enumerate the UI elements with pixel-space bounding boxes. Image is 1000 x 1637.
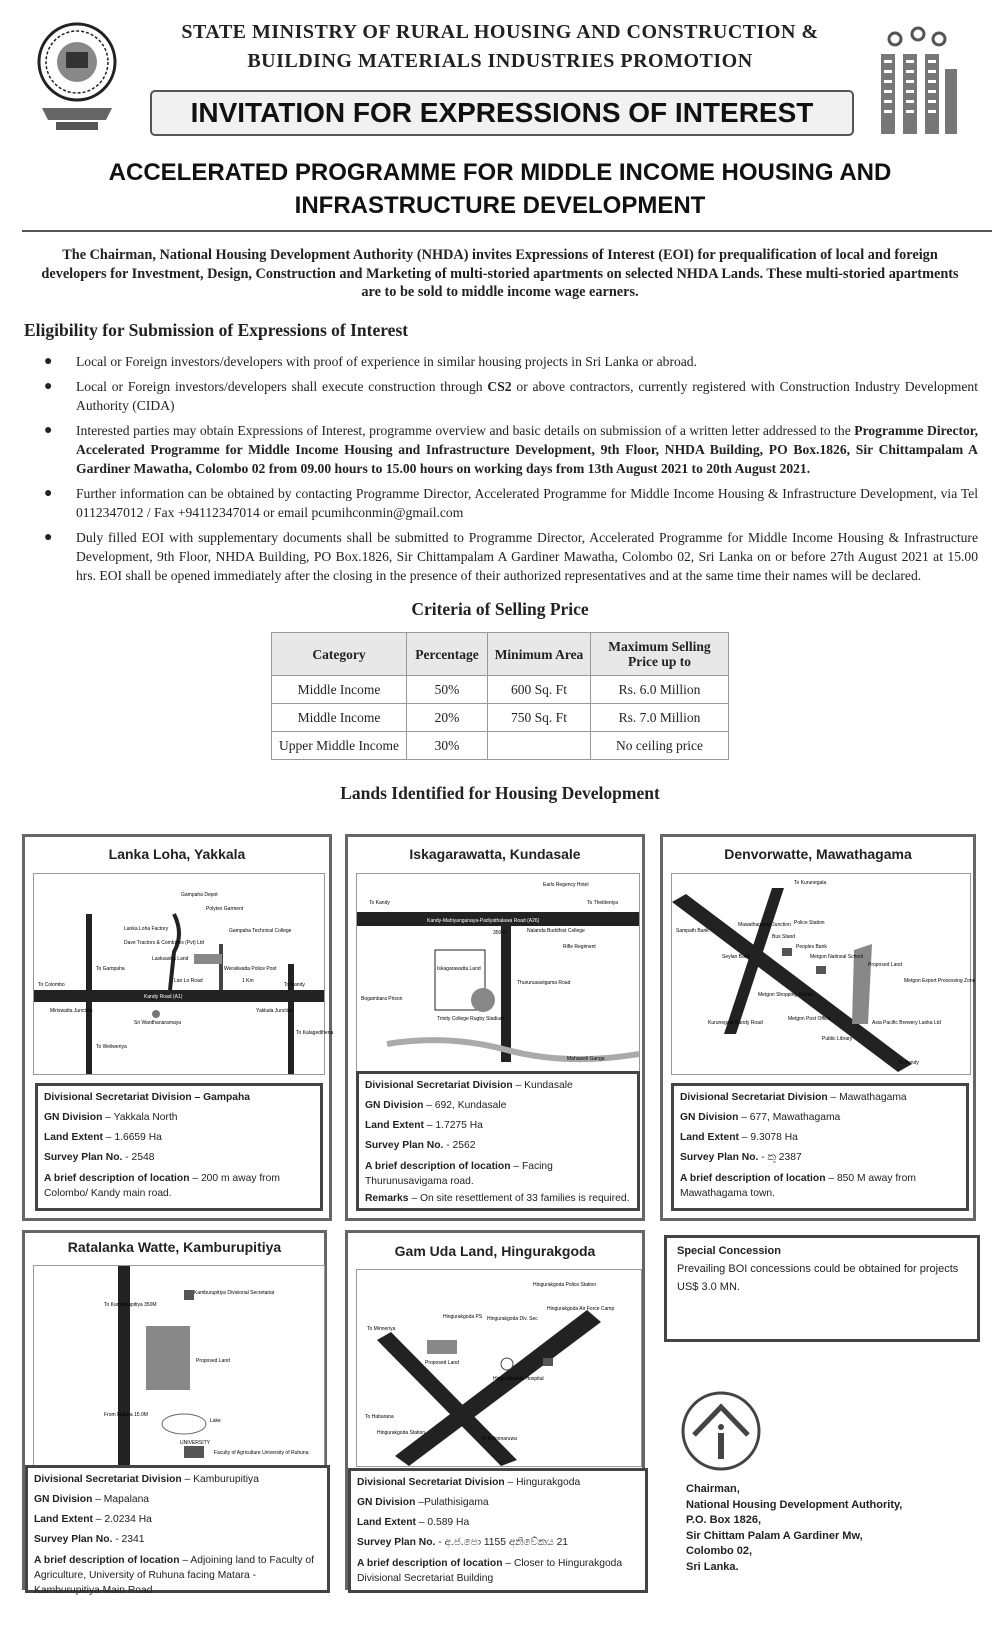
map-label: To Kalagedihena <box>296 1030 334 1036</box>
info-line <box>680 1148 960 1168</box>
map-label: To Habarana <box>365 1414 394 1420</box>
info-line <box>357 1513 639 1533</box>
bullet-text: Local or Foreign investors/developers shall execute construction through <box>76 379 488 394</box>
map-label: From Matara 15.0M <box>104 1412 148 1418</box>
map-label: To Kandy <box>369 900 390 906</box>
map-label: Thurunusavigama Road <box>517 980 571 986</box>
map-label: Peoples Bank <box>796 944 827 950</box>
ministry-logo <box>873 24 963 139</box>
table-cell: 600 Sq. Ft <box>488 676 591 704</box>
info-value: – Closer to Hingurakgoda Divisional Secretariat Building <box>357 1558 623 1584</box>
info-line <box>44 1148 314 1168</box>
map-label: Metgon Export Processing Zone <box>904 978 976 984</box>
info-line <box>44 1168 314 1201</box>
info-label: Remarks <box>365 1193 409 1204</box>
info-line <box>357 1553 639 1586</box>
bullet-icon: ● <box>44 379 53 394</box>
info-line <box>680 1088 960 1108</box>
table-row <box>272 676 729 704</box>
info-label: A brief description of location <box>680 1173 826 1184</box>
info-label: A brief description of location <box>365 1161 511 1172</box>
info-line <box>680 1128 960 1148</box>
map-label: Trinity College Rugby Stadium <box>437 1016 505 1022</box>
info-value: – Mawathagama <box>827 1092 907 1103</box>
map-label: To Kurunegala <box>794 880 827 886</box>
info-value: – Adjoining land to Faculty of Agriculture, University of Ruhuna facing Matara - Kamburupitiya Main Road. <box>34 1555 315 1596</box>
ministry-line-1: STATE MINISTRY OF RURAL HOUSING AND CONSTRUCTION & <box>181 21 819 43</box>
map-label: Mahaweli Ganga <box>567 1056 605 1062</box>
criteria-heading: Criteria of Selling Price <box>411 599 589 619</box>
map-label: To Kandy <box>284 982 305 988</box>
info-value: – 2.0234 Ha <box>92 1514 152 1525</box>
map-label: Hingurakgoda Station <box>377 1430 426 1436</box>
map-label: Weraliwatta Police Post <box>224 966 277 972</box>
location-map <box>671 873 976 1075</box>
map-label: Faculty of Agriculture University of Ruhuna <box>214 1450 309 1456</box>
map-label: To Polonnaruwa <box>481 1436 517 1442</box>
info-label: A brief description of location <box>44 1173 190 1184</box>
table-cell: 50% <box>407 676 488 704</box>
info-line <box>357 1473 639 1493</box>
map-label: Hingurakgoda Air Force Camp <box>547 1306 615 1312</box>
map-label: 1 Km <box>242 978 254 984</box>
info-line <box>357 1493 639 1513</box>
info-label: Divisional Secretariat Division <box>365 1080 513 1091</box>
map-label: Bus Stand <box>772 934 796 940</box>
map-label: Public Library <box>822 1036 853 1042</box>
info-value: – 692, Kundasale <box>423 1100 507 1111</box>
list-item <box>40 377 978 415</box>
table-cell <box>488 732 591 760</box>
address-line: Sir Chittam Palam A Gardiner Mw, <box>686 1529 863 1542</box>
location-map <box>356 1269 642 1467</box>
list-item <box>40 528 978 585</box>
info-label: Land Extent <box>365 1120 424 1131</box>
map-label: Miriswatta Junction <box>50 1008 93 1014</box>
ministry-line-2: BUILDING MATERIALS INDUSTRIES PROMOTION <box>247 50 753 72</box>
bullet-text: Interested parties may obtain Expressions of Interest, programme overview and basic details on submission of a written letter addressed to the <box>76 423 855 438</box>
address-line: Sri Lanka. <box>686 1560 739 1573</box>
info-label: Divisional Secretariat Division <box>680 1092 828 1103</box>
column-header: Maximum Selling Price up to <box>591 633 729 676</box>
land-panel-denvorwatte <box>660 834 976 1221</box>
column-header: Percentage <box>407 633 488 676</box>
land-panel-gam-uda <box>345 1230 645 1590</box>
bullet-bold: CS2 <box>487 379 512 394</box>
info-line <box>365 1189 631 1209</box>
info-line <box>365 1076 631 1096</box>
land-title: Gam Uda Land, Hingurakgoda <box>394 1243 596 1259</box>
info-label: Land Extent <box>34 1514 93 1525</box>
info-line <box>34 1510 321 1530</box>
invitation-banner: INVITATION FOR EXPRESSIONS OF INTEREST <box>150 90 854 136</box>
bullet-icon: ● <box>44 423 53 438</box>
info-label: Survey Plan No. <box>44 1152 123 1163</box>
land-info-box <box>25 1465 330 1596</box>
land-info-box <box>356 1071 640 1211</box>
programme-title <box>40 156 960 222</box>
info-value: – Yakkala North <box>102 1112 178 1123</box>
info-line <box>357 1533 639 1553</box>
column-header: Category <box>272 633 407 676</box>
map-label: Lake <box>210 1418 221 1424</box>
info-value: – 677, Mawathagama <box>738 1112 841 1123</box>
location-map <box>356 873 640 1075</box>
contact-address <box>686 1482 956 1575</box>
bullet-text: Local or Foreign investors/developers with proof of experience in similar housing projects in Sri Lanka or abroad. <box>76 354 697 369</box>
location-map <box>33 873 334 1075</box>
map-label: Asia Pacific Brewery Lanka Ltd <box>872 1020 941 1026</box>
info-value: – Mapalana <box>92 1494 150 1505</box>
lands-heading: Lands Identified for Housing Development <box>340 783 660 803</box>
table-cell: Middle Income <box>272 676 407 704</box>
table-cell: 750 Sq. Ft <box>488 704 591 732</box>
map-label: Proposed Land <box>196 1358 230 1364</box>
map-label: To Colombo <box>38 982 65 988</box>
map-label: Police Station <box>794 920 825 926</box>
map-label: Metgon Shopping Center <box>758 992 814 998</box>
concession-text: Prevailing BOI concessions could be obtained for projects US$ 3.0 MN. <box>677 1263 959 1293</box>
info-line <box>34 1550 321 1598</box>
info-value: – 1.7275 Ha <box>423 1120 483 1131</box>
info-value: - 2548 <box>122 1152 155 1163</box>
map-label: Sri Wardhanaramaya <box>134 1020 182 1026</box>
programme-line-1: ACCELERATED PROGRAMME FOR MIDDLE INCOME HOUSING AND <box>108 159 892 186</box>
land-info-box <box>35 1083 323 1211</box>
info-label: GN Division <box>680 1112 739 1123</box>
info-value: – Hingurakgoda <box>504 1477 581 1488</box>
bullet-icon: ● <box>44 530 53 545</box>
table-cell: Upper Middle Income <box>272 732 407 760</box>
special-concession-box <box>664 1235 980 1342</box>
bullet-icon: ● <box>44 486 53 501</box>
address-line: P.O. Box 1826, <box>686 1514 762 1526</box>
map-label: Gampaha Technical College <box>229 928 292 934</box>
info-value: - අ.ජ.පො 1155 අනිවේකය 21 <box>435 1537 569 1548</box>
info-line <box>34 1530 321 1550</box>
info-value: – 1.6659 Ha <box>102 1132 162 1143</box>
map-label: Dave Tractors & Combines (Pvt) Ltd <box>124 940 205 946</box>
nhda-logo <box>680 1385 762 1477</box>
info-value: –Pulathisigama <box>415 1497 489 1508</box>
map-label: Kurunegala-Kandy Road <box>708 1020 763 1026</box>
info-line <box>365 1136 631 1156</box>
map-label: Lasksasha Land <box>152 956 189 962</box>
info-value: - 2562 <box>443 1140 476 1151</box>
land-panel-iskagarawatta <box>345 834 645 1221</box>
land-panel-ratalanka-watte <box>22 1230 327 1596</box>
info-label: Land Extent <box>357 1517 416 1528</box>
intro-paragraph: The Chairman, National Housing Development Authority (NHDA) invites Expressions of Interest (EOI) for prequalification of local and foreign developers for Investment, Design, Construction and Marketing of multi-storied apartments on selected NHDA Lands. These multi-storied apartments are to be sold to middle income wage earners. <box>41 247 959 300</box>
address-line: National Housing Development Authority, <box>686 1498 903 1511</box>
map-label: Nalanda Buddhist College <box>527 928 585 934</box>
table-cell: Middle Income <box>272 704 407 732</box>
map-label: To Theldeniya <box>587 900 619 906</box>
info-value: – 200 m away from Colombo/ Kandy main road. <box>44 1173 280 1199</box>
land-panel-lanka-loha <box>22 834 332 1221</box>
address-line: Colombo 02, <box>686 1545 753 1557</box>
info-value: – On site resettlement of 33 families is required. <box>408 1193 630 1204</box>
map-label: Proposed Land <box>425 1360 459 1366</box>
map-label: Proposed Land <box>868 962 902 968</box>
eligibility-heading: Eligibility for Submission of Expressions of Interest <box>24 320 409 340</box>
land-title: Denvorwatte, Mawathagama <box>724 846 912 862</box>
map-label: Rifle Regiment <box>563 944 596 950</box>
land-title: Ratalanka Watte, Kamburupitiya <box>67 1239 282 1255</box>
bullet-text: Further information can be obtained by contacting Programme Director, Accelerated Programme for Middle Income Housing & Infrastructure Development, via Tel 0112347012 / Fax +94112347014 or email pcumihconmin@gmail.com <box>76 486 978 520</box>
info-label: Land Extent <box>44 1132 103 1143</box>
info-value: – Kamburupitiya <box>181 1474 259 1485</box>
table-cell: Rs. 6.0 Million <box>591 676 729 704</box>
programme-line-2: INFRASTRUCTURE DEVELOPMENT <box>294 192 706 219</box>
map-label: Yakkala Junction <box>256 1008 294 1014</box>
bullet-icon: ● <box>44 354 53 369</box>
list-item <box>40 352 978 371</box>
info-line <box>34 1490 321 1510</box>
map-label: To Kandy <box>898 1060 919 1066</box>
info-label: Survey Plan No. <box>357 1537 436 1548</box>
info-line <box>34 1470 321 1490</box>
table-row <box>272 732 729 760</box>
divider <box>22 230 992 232</box>
info-value: – Kundasale <box>512 1080 573 1091</box>
land-title: Lanka Loha, Yakkala <box>108 846 246 862</box>
table-cell: 30% <box>407 732 488 760</box>
info-line <box>44 1128 314 1148</box>
info-value: - 2341 <box>112 1534 145 1545</box>
info-label: A brief description of location <box>34 1555 180 1566</box>
info-line <box>365 1096 631 1116</box>
info-line <box>680 1108 960 1128</box>
info-value: – 9.3078 Ha <box>738 1132 798 1143</box>
map-label: Gampaha Depot <box>181 892 218 898</box>
table-header-row <box>272 633 729 676</box>
info-value: – 850 M away from Mawathagama town. <box>680 1173 916 1199</box>
info-label: Survey Plan No. <box>365 1140 444 1151</box>
map-label: Hingurakgoda PS <box>443 1314 483 1320</box>
map-label: Kandy-Mahiyanganaya-Padiyathalawa Road (A26) <box>427 918 540 924</box>
info-label: Divisional Secretariat Division <box>357 1477 505 1488</box>
map-label: Seylan Bank <box>722 954 751 960</box>
info-line <box>680 1168 960 1201</box>
map-label: To Minneriya <box>367 1326 396 1332</box>
map-label: Kandy Road (A1) <box>144 994 183 1000</box>
table-cell: No ceiling price <box>591 732 729 760</box>
list-item <box>40 484 978 522</box>
map-label: Sampath Bank <box>676 928 709 934</box>
info-value: – 0.589 Ha <box>415 1517 470 1528</box>
info-label: Divisional Secretariat Division <box>34 1474 182 1485</box>
map-label: To Kamburupitiya 350M <box>104 1302 157 1308</box>
info-line <box>44 1088 314 1108</box>
bullet-text: or above contractors, currently registered with Construction Industry Development Authority (CIDA) <box>76 379 978 413</box>
map-label: Bogambara Prison <box>361 996 403 1002</box>
map-label: Polytex Garment <box>206 906 244 912</box>
info-line <box>365 1116 631 1136</box>
land-info-box <box>348 1468 648 1593</box>
info-value: - කු 2387 <box>758 1152 802 1163</box>
address-line: Chairman, <box>686 1483 740 1495</box>
map-label: Iskagarawatta Land <box>437 966 481 972</box>
land-info-box <box>671 1083 969 1211</box>
info-value: – Facing Thurunusavigama road. <box>365 1161 553 1187</box>
map-label: Metgon Natinoal School <box>810 954 864 960</box>
concession-title: Special Concession <box>677 1245 781 1257</box>
info-label: A brief description of location <box>357 1558 503 1569</box>
info-label: Land Extent <box>680 1132 739 1143</box>
list-item <box>40 421 978 478</box>
table-cell: Rs. 7.0 Million <box>591 704 729 732</box>
info-label: GN Division <box>34 1494 93 1505</box>
map-label: To Gampaha <box>96 966 125 972</box>
bullet-bold: Programme Director, Accelerated Programme for Middle Income Housing and Infrastructure Development, 9th Floor, NHDA Building, PO Box.1826, Sir Chittampalam A Gardiner Mawatha, Colombo 02 from 09.00 hours to 15.00 hours on working days from 13th August 2021 to 20th August 2021. <box>76 423 978 476</box>
map-label: 350 m <box>493 930 507 936</box>
map-label: UNIVERSITY <box>180 1440 211 1446</box>
column-header: Minimum Area <box>488 633 591 676</box>
info-line <box>44 1108 314 1128</box>
eligibility-list <box>40 352 978 591</box>
criteria-table <box>271 632 729 760</box>
map-label: Kamburupitiya Divisional Secretariat <box>194 1290 275 1296</box>
map-label: To Weliweriya <box>96 1044 127 1050</box>
land-title: Iskagarawatta, Kundasale <box>409 846 581 862</box>
map-label: Metgon Post Office <box>788 1016 831 1022</box>
bullet-text: Duly filled EOI with supplementary documents shall be submitted to Programme Director, Accelerated Programme for Middle Income Housing & Infrastructure Development, 9th Floor, NHDA Building, PO Box.1826, Sir Chittampalam A Gardiner Mawatha, Colombo 02, Sri Lanka on or before 27th August 2021 at 15.00 hrs. EOI shall be opened immediately after the closing in the presence of their authorized representatives and at the same time their names will be declared. <box>76 530 978 583</box>
sri-lanka-emblem <box>36 14 118 134</box>
info-label: Survey Plan No. <box>680 1152 759 1163</box>
map-label: Earls Regency Hotel <box>543 882 589 888</box>
map-label: Mawathagama Junction <box>738 922 791 928</box>
location-map <box>33 1265 325 1493</box>
map-label: Hingurakgoda Police Station <box>533 1282 597 1288</box>
table-cell: 20% <box>407 704 488 732</box>
info-label: GN Division <box>365 1100 424 1111</box>
info-label: GN Division <box>44 1112 103 1123</box>
info-label: Survey Plan No. <box>34 1534 113 1545</box>
ministry-title <box>130 18 870 76</box>
map-label: Hingurakgoda Hospital <box>493 1376 544 1382</box>
info-line <box>365 1156 631 1189</box>
map-label: Lanka Loha Factory <box>124 926 169 932</box>
table-row <box>272 704 729 732</box>
map-label: Lan Lo Road <box>174 978 203 984</box>
info-label: Divisional Secretariat Division – Gampaha <box>44 1092 251 1103</box>
map-label: Hingurakgoda Div. Sec <box>487 1316 538 1322</box>
info-label: GN Division <box>357 1497 416 1508</box>
